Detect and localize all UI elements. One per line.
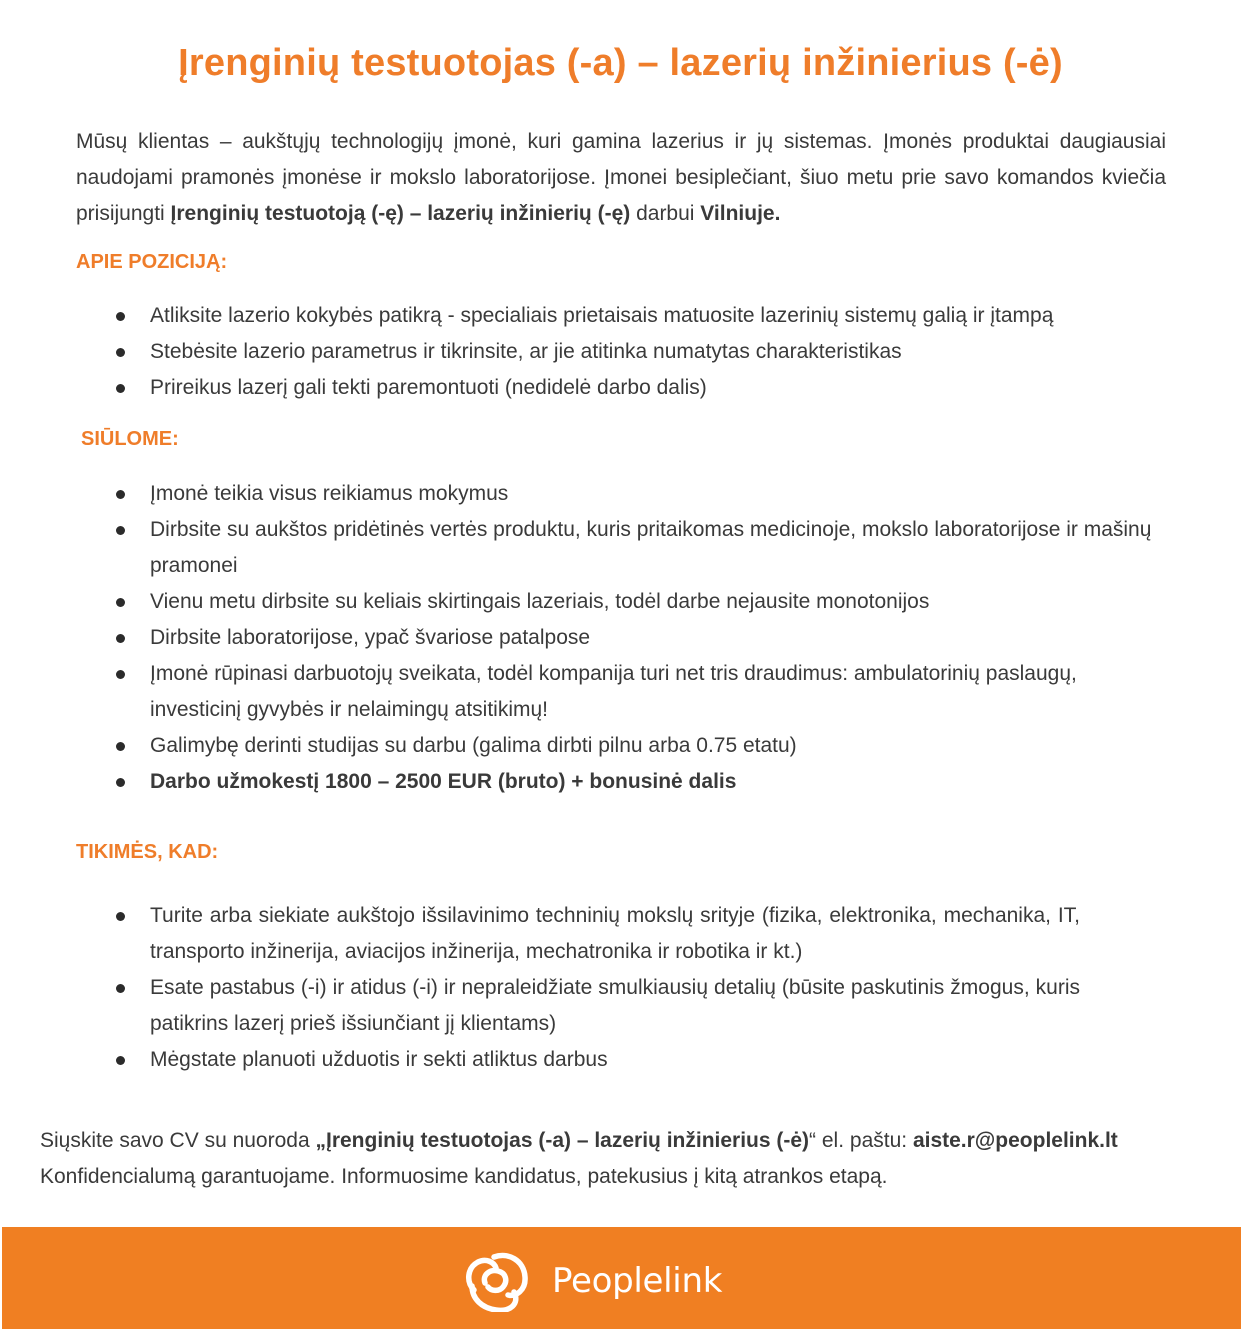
offer-heading: SIŪLOME:: [81, 428, 179, 450]
about-heading: APIE POZICIJĄ:: [76, 251, 228, 273]
brand-name: Peoplelink: [552, 1261, 723, 1301]
bullet-icon: [116, 634, 125, 643]
intro-text-1: Mūsų klientas – aukštųjų technologijų įmonė, kuri gamina lazerius ir jų sistemas. Įmonės produktai daugiausiai naudojami pramonės įmonėse ir mokslo laboratorijose. Įmonei besiplečiant, šiuo metu prie savo komandos kviečia prisijungti: [76, 130, 1166, 225]
bullet-icon: [116, 778, 125, 787]
list-item: Dirbsite laboratorijose, ypač švariose patalpose: [76, 620, 1166, 656]
bullet-icon: [116, 742, 125, 751]
list-item: Dirbsite su aukštos pridėtinės vertės produktu, kuris pritaikomas medicinoje, mokslo laboratorijose ir mašinų pramonei: [76, 512, 1166, 584]
contact-email-link[interactable]: aiste.r@peoplelink.lt: [912, 1129, 1118, 1152]
intro-paragraph: [76, 124, 1166, 232]
bullet-icon: [116, 490, 125, 499]
list-item: Esate pastabus (-i) ir atidus (-i) ir nepraleidžiate smulkiausių detalių (būsite paskutinis žmogus, kuris patikrins lazerį prieš išsiunčiant jį klientams): [76, 970, 1080, 1042]
list-item: Įmonė teikia visus reikiamus mokymus: [76, 476, 1166, 512]
bullet-icon: [116, 598, 125, 607]
contact-text-2: “ el. paštu:: [809, 1129, 913, 1152]
contact-confidentiality: Konfidencialumą garantuojame. Informuosime kandidatus, patekusius į kitą atrankos etapą.: [40, 1165, 888, 1188]
bullet-icon: [116, 348, 125, 357]
expect-list: [76, 898, 1080, 1078]
list-item: Įmonė rūpinasi darbuotojų sveikata, todėl kompanija turi net tris draudimus: ambulatorinių paslaugų, investicinį gyvybės ir nelaimingų atsitikimų!: [76, 656, 1166, 728]
list-item: Turite arba siekiate aukštojo išsilavinimo techninių mokslų srityje (fizika, elektronika, mechanika, IT, transporto inžinerija, aviacijos inžinerija, mechatronika ir robotika ir kt.): [76, 898, 1080, 970]
salary-item: Darbo užmokestį 1800 – 2500 EUR (bruto) + bonusinė dalis: [76, 764, 1166, 800]
offer-list: [76, 476, 1166, 800]
list-item: Stebėsite lazerio parametrus ir tikrinsite, ar jie atitinka numatytas charakteristikas: [76, 334, 1166, 370]
intro-position-name: Įrenginių testuotoją (-ę) – lazerių inžinierių (-ę): [170, 202, 631, 225]
contact-paragraph: [40, 1123, 1220, 1195]
expect-heading: TIKIMĖS, KAD:: [76, 841, 219, 863]
list-item: Galimybę derinti studijas su darbu (galima dirbti pilnu arba 0.75 etatu): [76, 728, 1166, 764]
list-item: Mėgstate planuoti užduotis ir sekti atliktus darbus: [76, 1042, 1080, 1078]
bullet-icon: [116, 526, 125, 535]
bullet-icon: [116, 312, 125, 321]
intro-text-2: darbui: [630, 202, 701, 225]
contact-text-1: Siųskite savo CV su nuoroda: [40, 1129, 316, 1152]
bullet-icon: [116, 1056, 125, 1065]
list-item: Prireikus lazerį gali tekti paremontuoti (nedidelė darbo dalis): [76, 370, 1166, 406]
about-list: [76, 298, 1166, 406]
intro-city: Vilniuje.: [700, 202, 781, 225]
list-item: Vienu metu dirbsite su keliais skirtingais lazeriais, todėl darbe nejausite monotonijos: [76, 584, 1166, 620]
contact-reference: „Įrenginių testuotojas (-a) – lazerių inžinierius (-ė): [315, 1129, 810, 1152]
list-item: Atliksite lazerio kokybės patikrą - specialiais prietaisais matuosite lazerinių sistemų galią ir įtampą: [76, 298, 1166, 334]
peoplelink-logo-icon: [464, 1250, 530, 1312]
bullet-icon: [116, 384, 125, 393]
bullet-icon: [116, 670, 125, 679]
bullet-icon: [116, 984, 125, 993]
peoplelink-logo[interactable]: [464, 1251, 722, 1311]
footer-bar: [2, 1227, 1241, 1329]
page-title: Įrenginių testuotojas (-a) – lazerių inžinierius (-ė): [178, 42, 1063, 84]
bullet-icon: [116, 912, 125, 921]
